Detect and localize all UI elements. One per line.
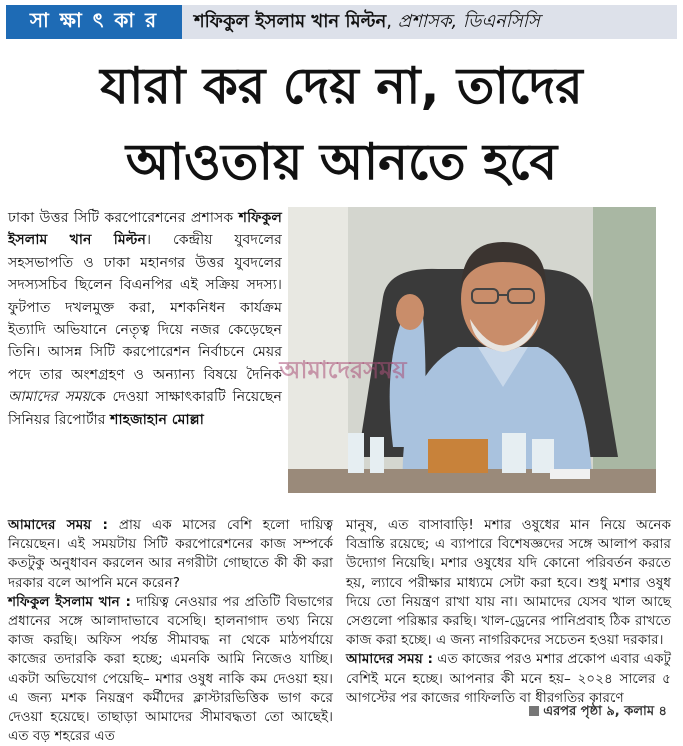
answer-1-continued: মানুষ, এত বাসাবাড়ি! মশার ওষুধের মান নিয়ে অনেক বিভ্রান্তি রয়েছে; এ ব্যাপারে বিশেষজ্ঞদের সঙ্গে আলাপ করার উদ্যোগ নিয়েছি। মশার ওষুধের যদি কোনো পরিবর্তন করতে হয়, ল্যাবে পরীক্ষার মাধ্যমে সেটা করা হবে। শুধু মশার ওষুধ দিয়ে তো নিয়ন্ত্রণ রাখা যায় না। আমাদের যেসব খাল আছে সেগুলো পরিষ্কার করছি। খাল-ড্রেনের পানিপ্রবাহ ঠিক রাখতে কাজ করা হচ্ছে। এ জন্য নাগরিকদের সচেতন হওয়া দরকার। (346, 517, 671, 649)
interviewee-byline (182, 7, 540, 38)
section-kicker: সা ক্ষা ৎ কা র (6, 5, 182, 39)
question-2 (346, 650, 671, 708)
continuation-text: এরপর পৃষ্ঠা ৯, কলাম ৪ (543, 704, 667, 719)
question-2-label: আমাদের সময় : (346, 651, 433, 668)
intro-name: শফিকুল ইসলাম খান মিল্টন (8, 210, 282, 249)
intro-text-2: । কেন্দ্রীয় যুবদলের সহসভাপতি ও ঢাকা মহানগর উত্তর যুবদলের সদস্যসচিব ছিলেন বিএনপির এই সক্রিয় সদস্য। ফুটপাত দখলমুক্ত করা, মশকনিধন কার্যক্রম ইত্যাদি অভিযানে নেতৃত্ব দিয়ে নজর কেড়েছেন তিনি। আসন্ন সিটি করপোরেশন নির্বাচনে মেয়র পদে তার অংশগ্রহণ ও অন্যান্য বিষয়ে দৈনিক (8, 232, 282, 383)
answer-1-text: দায়িত্ব নেওয়ার পর প্রতিটি বিভাগের প্রধানের সঙ্গে আলাদাভাবে বসেছি। হালনাগাদ তথ্য নিয়ে কাজ করছি। অফিস পর্যন্ত সীমাবদ্ধ না থেকে মাঠপর্যায়ে কাজের তদারকি করা হচ্ছে; এমনকি আমি নিজেও যাচ্ছি। একটা অভিযোগ পেয়েছি– মশার ওষুধ নাকি কম দেওয়া হয়। এ জন্য মশক নিয়ন্ত্রণ কর্মীদের ক্লাস্টারভিত্তিক ভাগ করে দেওয়া হয়েছে। তাছাড়া আমাদের সীমাবদ্ধতা তো আছেই। এত বড় শহরের এত (8, 593, 333, 745)
body-column-left (8, 516, 333, 746)
intro-text-3: কে দেওয়া সাক্ষাৎকারটি নিয়েছেন সিনিয়র রিপোর্টার (8, 389, 282, 428)
headline (0, 48, 683, 200)
interviewee-role: প্রশাসক, ডিএনসিসি (397, 10, 540, 32)
intro-paragraph (8, 207, 282, 431)
question-1-label: আমাদের সময় : (8, 517, 108, 533)
body-column-right (346, 516, 671, 708)
interviewee-name: শফিকুল ইসলাম খান মিল্টন (194, 10, 387, 32)
interview-photo (288, 207, 656, 493)
section-banner (6, 5, 677, 39)
answer-1-label: শফিকুল ইসলাম খান : (8, 593, 131, 610)
headline-line-2: আওতায় আনতে হবে (125, 133, 558, 191)
square-bullet-icon (529, 706, 539, 716)
answer-1 (8, 593, 333, 746)
question-1 (8, 516, 333, 593)
headline-line-1: যারা কর দেয় না, তাদের (100, 57, 583, 115)
portrait-illustration (288, 207, 656, 493)
intro-paper-name: আমাদের সময় (8, 389, 90, 406)
question-1-text: প্রায় এক মাসের বেশি হলো দায়িত্ব নিয়েছেন। এই সময়টায় সিটি করপোরেশনের কাজ সম্পর্কে কতটুকু অনুধাবন করলেন আর নগরীটা গোছাতে কী কী করা দরকার বলে আপনি মনে করেন? (8, 517, 333, 591)
question-2-text: এত কাজের পরও মশার প্রকোপ এবার একটু বেশিই মনে হচ্ছে। আপনার কী মনে হয়– ২০২৪ সালের ৫ আগস্টের পর কাজের গাফিলতি বা ধীরগতির কারণে (346, 651, 672, 706)
photo-watermark: আমাদেরসময় (279, 356, 407, 384)
intro-text-1: ঢাকা উত্তর সিটি করপোরেশনের প্রশাসক (8, 210, 239, 226)
intro-reporter: শাহজাহান মোল্লা (110, 411, 204, 428)
continuation-note (529, 702, 667, 723)
byline-separator: , (386, 10, 398, 32)
